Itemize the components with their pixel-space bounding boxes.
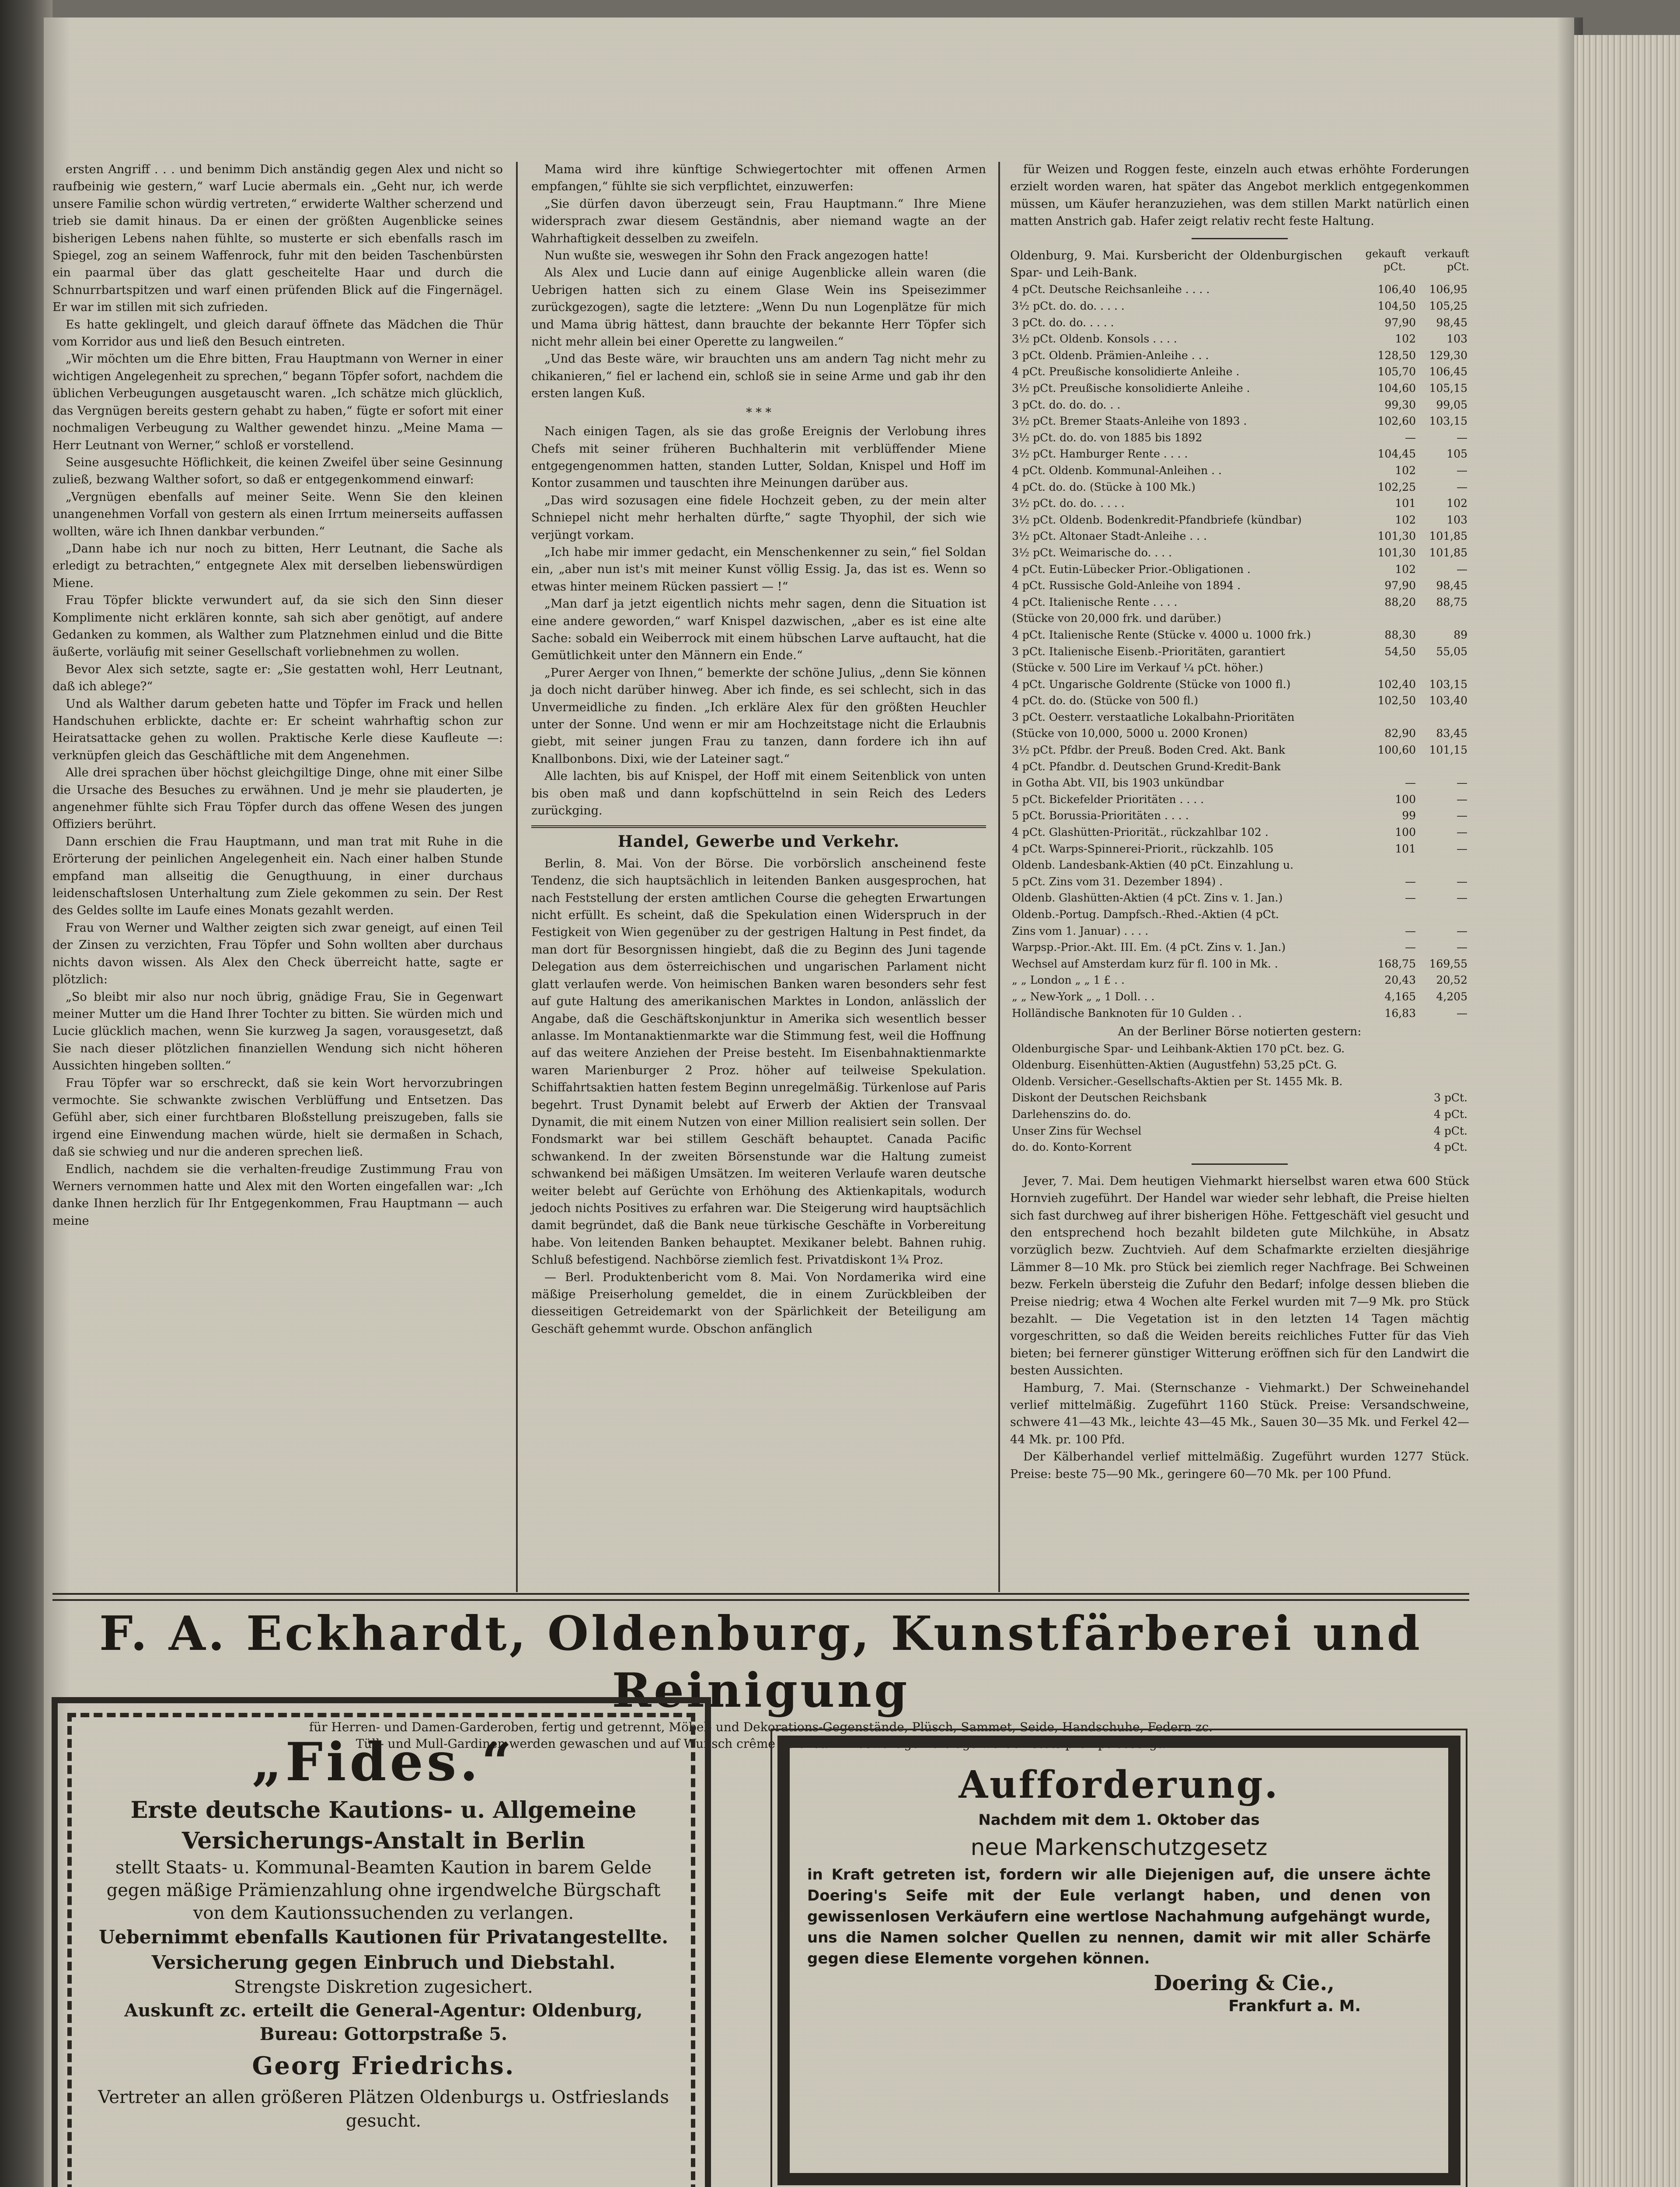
- rate-sell: 89: [1453, 628, 1467, 641]
- rate-row: [1010, 972, 1469, 989]
- market-paragraph: Hamburg, 7. Mai. (Sternschanze - Viehmarkt.) Der Schweinehandel verlief mittelmäßig. Zugeführt 1160 Stück. Preise: Versandschweine, schwere 41—43 Mk., leichte 43—45 Mk., Sauen 30—35 Mk. und Ferkel 42—44 Mk. pr. 100 Pfd.: [1010, 1381, 1469, 1446]
- novel-paragraph: Dann erschien die Frau Hauptmann, und man trat mit Ruhe in die Erörterung der peinlichen Angelegenheit ein. Nach einer halben Stunde empfand man allseitig die Genugthuung, in einer durchaus leidenschaftslosen Unterhaltung zum Ziele gekommen zu sein. Der Rest des Geldes sollte im Laufe eines Monats gezahlt werden.: [52, 835, 503, 918]
- rate-row: [1010, 692, 1469, 709]
- rate-row: [1010, 331, 1469, 347]
- column-1-novel: [52, 161, 503, 1230]
- novel-paragraph: Endlich, nachdem sie die verhalten-freudige Zustimmung Frau von Werners vernommen hatte und Alex mit den Worten eingefallen war: „Ich danke Ihnen herzlich für Ihr Entgegenkommen, Frau Hauptmann — auch meine: [52, 1162, 503, 1228]
- rate-row: [1010, 446, 1469, 462]
- berlin-title: An der Berliner Börse notierten gestern:: [1118, 1025, 1362, 1039]
- eckhardt-line-2: Tüll- und Mull-Gardinen werden gewaschen und auf Wunsch crême gefärbt. — Auswärtige Aufträge werden stets prompt besorgt.: [356, 1736, 1166, 1751]
- rate-sell: —: [1457, 480, 1467, 493]
- rate-row: [1010, 807, 1469, 824]
- rate-row: [1010, 742, 1469, 758]
- rate-row: [1010, 627, 1469, 643]
- rate-row: [1010, 462, 1469, 479]
- fides-agency: Auskunft zc. erteilt die General-Agentur: Oldenburg,: [124, 2000, 643, 2021]
- rate-row: [1010, 643, 1469, 660]
- berlin-rate: 4 pCt.: [1434, 1124, 1467, 1137]
- novel-paragraph: Frau Töpfer war so erschreckt, daß sie kein Wort hervorzubringen vermochte. Sie schwankte zwischen Verblüffung und Entsetzen. Das Gefühl aber, sich einer furchtbaren Bloßstellung preiszugeben, falls sie irgend eine Einwendung machen würde, hielt sie dermaßen in Schach, daß sie schwieg und nur die anderen sprechen ließ.: [52, 1076, 503, 1159]
- rate-row: [1010, 956, 1469, 972]
- ad-section-rule: [52, 1593, 1469, 1601]
- rate-buy: 101,30: [1377, 546, 1416, 559]
- rate-buy: —: [1405, 941, 1416, 954]
- rate-sell: [1418, 857, 1469, 873]
- rate-buy: 102,50: [1377, 694, 1416, 707]
- rate-buy: 20,43: [1384, 974, 1416, 987]
- rate-security: 4 pCt. Ungarische Goldrente (Stücke von 1000 fl.): [1012, 678, 1291, 691]
- rate-security: 3 pCt. do. do. do. . .: [1012, 398, 1121, 411]
- rate-row: [1010, 610, 1469, 627]
- rate-row: [1010, 347, 1469, 364]
- rate-row: [1010, 857, 1469, 873]
- rate-buy: 100: [1395, 826, 1416, 839]
- rate-row: [1010, 298, 1469, 314]
- rate-sell: 101,15: [1429, 744, 1467, 757]
- commerce-paragraph: — Berl. Produktenbericht vom 8. Mai. Von Nordamerika wird eine mäßige Preiserholung gemeldet, die in einem Zurückbleiben der diesseitigen Getreidemarkt von der Spärlichkeit der Beteiligung am Geschäft gehemmt wurde. Obschon anfänglich: [531, 1270, 986, 1336]
- aufforderung-title: Aufforderung.: [959, 1763, 1279, 1807]
- rate-security: Oldenb.-Portug. Dampfsch.-Rhed.-Aktien (4 pCt.: [1012, 908, 1279, 921]
- section-stars: * * *: [746, 405, 771, 419]
- rate-buy: [1366, 857, 1418, 873]
- rate-sell: 105,25: [1429, 300, 1467, 313]
- rate-security: in Gotha Abt. VII, bis 1903 unkündbar: [1012, 776, 1224, 790]
- novel-paragraph: „Ich habe mir immer gedacht, ein Menschenkenner zu sein,“ fiel Soldan ein, „aber nun ist's mit meiner Kunst völlig Essig. Ja, das ist es. Wenn so etwas hinter meinem Rücken passiert — !“: [531, 545, 986, 594]
- berlin-rate: 3 pCt.: [1434, 1091, 1467, 1104]
- commerce-paragraph: Berlin, 8. Mai. Von der Börse. Die vorbörslich anscheinend feste Tendenz, die sich hauptsächlich in leitenden Banken ausgesprochen, hat nach Feststellung der ersten amtlichen Course die gehegten Erwartungen nicht erfüllt. Es scheint, daß die Spekulation einen Widerspruch in der Festigkeit von Wien gegenüber zu der gestrigen Haltung in Pest findet, da man dort für Besorgnissen hingiebt, daß die zu Beginn des Juni tagende Delegation aus dem österreichischen und ungarischen Parlament nicht glatt verlaufen werde. Von heimischen Banken waren besonders sehr fest auf gute Haltung des amerikanischen Marktes in London, anlässlich der Angabe, daß die Geschäftskonjunktur in Amerika sich wesentlich besser anlasse. Im Montanaktienmarkte war die Stimmung fest, weil die Hoffnung auf das weitere Anziehen der Preise besteht. Im Eisenbahnaktienmarkte waren Marienburger 2 Proz. höher auf teilweise Spekulation. Schiffahrtsaktien hatten festem Beginn unregelmäßig. Türkenlose auf Paris begehrt. Trust Dynamit belebt auf Erwerb der Aktien der Transvaal Dynamit, die mit einem Nutzen von einer Million realisiert sein sollen. Der Fondsmarkt war bei stillem Geschäft behauptet. Canada Pacific schwankend. In der zweiten Börsenstunde war die Haltung zumeist schwankend bei mäßigen Umsätzen. Im weiteren Verlaufe waren deutsche weiter belebt auf Gerüchte von Erhöhung des Aktienkapitals, wodurch jedoch nichts Positives zu erfahren war. Die Steigerung wird hauptsächlich damit begründet, daß die Bank neue türkische Geschäfte in Vorbereitung habe. Von leitenden Banken behauptet. Mexikaner belebt. Bahnen ruhig. Schluß befestigend. Nachbörse ziemlich fest. Privatdiskont 1¾ Proz.: [531, 856, 986, 1267]
- rate-buy: —: [1405, 891, 1416, 905]
- rate-security: 5 pCt. Zins vom 31. Dezember 1894) .: [1012, 875, 1223, 888]
- rate-security: 3 pCt. Italienische Eisenb.-Prioritäten, garantiert: [1012, 645, 1285, 658]
- rate-sell: —: [1457, 431, 1467, 444]
- produce-report-end: für Weizen und Roggen feste, einzeln auch etwas erhöhte Forderungen erzielt worden waren, hat später das Angebot merklich entgegenkommen müssen, um Käufer heranzuziehen, was dem stillen Markt natürlich einen matten Anstrich gab. Hafer zeigt relativ recht feste Haltung.: [1010, 163, 1469, 228]
- rate-sell: —: [1457, 464, 1467, 477]
- rate-security: 3½ pCt. do. do. . . . .: [1012, 497, 1125, 510]
- rates-head-buy: gekauft pCt.: [1365, 247, 1406, 273]
- rate-buy: 102: [1395, 464, 1416, 477]
- rate-buy: —: [1405, 875, 1416, 888]
- rate-buy: 101: [1395, 842, 1416, 855]
- rate-buy: 54,50: [1384, 645, 1416, 658]
- rate-sell: 20,52: [1436, 974, 1467, 987]
- rate-buy: 105,70: [1377, 365, 1416, 378]
- rate-row: [1010, 479, 1469, 496]
- rate-row: [1010, 594, 1469, 611]
- rate-buy: 101: [1395, 497, 1416, 510]
- berlin-item: Unser Zins für Wechsel: [1012, 1124, 1142, 1137]
- rate-security: 3½ pCt. Preußische konsolidierte Anleihe .: [1012, 382, 1250, 395]
- rate-security: Holländische Banknoten für 10 Gulden . .: [1012, 1006, 1242, 1020]
- novel-paragraph: Frau von Werner und Walther zeigten sich zwar geneigt, auf einen Teil der Zinsen zu verzichten, Frau Töpfer und Sohn wollten aber durchaus nichts davon wissen. Als Alex den Check überreicht hatte, sagte er plötzlich:: [52, 921, 503, 987]
- rate-buy: 97,90: [1384, 579, 1416, 592]
- rate-security: 4 pCt. Pfandbr. d. Deutschen Grund-Kredit-Bank: [1012, 760, 1281, 773]
- berlin-rate: [1418, 1041, 1469, 1057]
- rate-sell: —: [1457, 562, 1467, 576]
- fides-bureau: Bureau: Gottorpstraße 5.: [259, 2024, 508, 2044]
- rate-sell: —: [1457, 941, 1467, 954]
- rate-buy: 102: [1395, 562, 1416, 576]
- novel-paragraph: Bevor Alex sich setzte, sagte er: „Sie gestatten wohl, Herr Leutnant, daß ich ablege?“: [52, 662, 503, 694]
- rate-security: Warpsp.-Prior.-Akt. III. Em. (4 pCt. Zins v. 1. Jan.): [1012, 941, 1286, 954]
- novel-paragraph: Alle lachten, bis auf Knispel, der Hoff mit einem Seitenblick von unten bis oben maß und dann kopfschüttelnd in sein Reich des Leders zurückging.: [531, 769, 986, 818]
- rate-sell: 55,05: [1436, 645, 1467, 658]
- aufforderung-line-1: Nachdem mit dem 1. Oktober das: [978, 1811, 1260, 1829]
- rate-security: 3½ pCt. Weimarische do. . . .: [1012, 546, 1172, 559]
- fides-private: Uebernimmt ebenfalls Kautionen für Privatangestellte.: [98, 1926, 669, 1948]
- rate-security: 3 pCt. Oesterr. verstaatliche Lokalbahn-Prioritäten: [1012, 710, 1295, 723]
- berlin-row: [1010, 1073, 1469, 1090]
- rate-row: [1010, 890, 1469, 906]
- rate-sell: 106,45: [1429, 365, 1467, 378]
- rate-buy: 99,30: [1384, 398, 1416, 411]
- rate-sell: 102: [1446, 497, 1467, 510]
- berlin-row: [1010, 1106, 1469, 1123]
- rate-security: 4 pCt. Eutin-Lübecker Prior.-Obligationen .: [1012, 562, 1251, 576]
- rate-security: 3½ pCt. Altonaer Stadt-Anleihe . . .: [1012, 530, 1207, 543]
- rate-sell: 103: [1446, 513, 1467, 526]
- novel-paragraph: ersten Angriff . . . und benimm Dich anständig gegen Alex und nicht so raufbeinig wie gestern,“ warf Lucie abermals ein. „Geht nur, ich werde unsere Familie schon würdig vertreten,“ erwiderte Walther scherzend und trieb sie damit hinaus. Da er einen der größten Augenblicke seines bisherigen Lebens nahen fühlte, so musterte er sich ebenfalls rasch im Spiegel, zog an seinem Waffenrock, fuhr mit den beiden Taschenbürsten ein paarmal über das glatt gescheitelte Haar und durch die Schnurrbartspitzen und warf einen prüfenden Blick auf die Fingernägel. Er war im stillen mit sich zufrieden.: [52, 163, 503, 314]
- rate-security: „ „ New-York „ „ 1 Doll. . .: [1012, 990, 1155, 1003]
- berlin-item: Oldenb. Versicher.-Gesellschafts-Aktien per St. 1455 Mk. B.: [1012, 1075, 1343, 1088]
- rate-row: [1010, 577, 1469, 594]
- rate-security: Oldenb. Glashütten-Aktien (4 pCt. Zins v. 1. Jan.): [1012, 891, 1283, 905]
- rate-row: [1010, 873, 1469, 890]
- aufforderung-advertisement: [770, 1729, 1467, 2187]
- rate-sell: 4,205: [1436, 990, 1467, 1003]
- rate-sell: 101,85: [1429, 530, 1467, 543]
- berlin-row: [1010, 1139, 1469, 1156]
- fides-title: „Fides.“: [251, 1731, 516, 1793]
- rate-row: [1010, 1005, 1469, 1022]
- rate-security: 4 pCt. do. do. (Stücke à 100 Mk.): [1012, 480, 1196, 493]
- novel-continuation-b: [531, 423, 986, 819]
- page-stack-edge: [1574, 35, 1680, 2187]
- rate-buy: 102: [1395, 513, 1416, 526]
- berlin-table: [1010, 1041, 1469, 1156]
- berlin-row: [1010, 1123, 1469, 1139]
- fides-footer: Vertreter an allen größeren Plätzen Oldenburgs u. Ostfrieslands gesucht.: [98, 2087, 669, 2131]
- rate-security: (Stücke von 20,000 frk. und darüber.): [1012, 612, 1221, 625]
- rate-security: 3½ pCt. do. do. von 1885 bis 1892: [1012, 431, 1202, 444]
- berlin-row: [1010, 1041, 1469, 1057]
- rate-row: [1010, 939, 1469, 956]
- rate-buy: 104,60: [1377, 382, 1416, 395]
- rate-sell: 169,55: [1429, 957, 1467, 970]
- rates-head-sell: verkauft pCt.: [1424, 247, 1469, 273]
- fides-discretion: Strengste Diskretion zugesichert.: [234, 1977, 533, 1997]
- rate-security: 4 pCt. Russische Gold-Anleihe von 1894 .: [1012, 579, 1241, 592]
- rate-buy: 82,90: [1384, 727, 1416, 740]
- rate-sell: —: [1457, 875, 1467, 888]
- rate-buy: [1366, 906, 1418, 923]
- rate-security: 4 pCt. Deutsche Reichsanleihe . . . .: [1012, 283, 1210, 296]
- rate-buy: [1366, 610, 1418, 627]
- rate-buy: 128,50: [1377, 349, 1416, 362]
- rate-security: 4 pCt. do. do. (Stücke von 500 fl.): [1012, 694, 1199, 707]
- aufforderung-body: in Kraft getreten ist, fordern wir alle Diejenigen auf, die unsere ächte Doering's Seife mit der Eule verlangt haben, und denen von gewissenlosen Verkäufern eine wertlose Nachahmung aufgehängt wurde, uns die Namen solcher Quellen zu nennen, damit wir mit aller Schärfe gegen diese Elemente vorgehen können.: [807, 1866, 1431, 1967]
- short-rule: [1192, 238, 1288, 239]
- rate-row: [1010, 430, 1469, 446]
- rate-row: [1010, 397, 1469, 413]
- rate-sell: [1418, 758, 1469, 775]
- fides-agent-name: Georg Friedrichs.: [252, 2051, 515, 2080]
- rate-security: 3 pCt. do. do. . . . .: [1012, 316, 1114, 329]
- rate-buy: 100: [1395, 793, 1416, 806]
- rate-buy: 102,25: [1377, 480, 1416, 493]
- rate-row: [1010, 545, 1469, 561]
- rate-sell: —: [1457, 776, 1467, 790]
- novel-paragraph: Es hatte geklingelt, und gleich darauf öffnete das Mädchen die Thür vom Korridor aus und ließ den Besuch eintreten.: [52, 318, 503, 349]
- column-2-novel-and-commerce: [531, 161, 986, 1338]
- rate-sell: 129,30: [1429, 349, 1467, 362]
- column-rule: [516, 162, 518, 1592]
- rate-security: 3 pCt. Oldenb. Prämien-Anleihe . . .: [1012, 349, 1209, 362]
- berlin-item: Diskont der Deutschen Reichsbank: [1012, 1091, 1207, 1104]
- rate-security: 5 pCt. Bickefelder Prioritäten . . . .: [1012, 793, 1204, 806]
- rate-security: 3½ pCt. Oldenb. Bodenkredit-Pfandbriefe (kündbar): [1012, 513, 1302, 526]
- rate-security: 4 pCt. Oldenb. Kommunal-Anleihen . .: [1012, 464, 1222, 477]
- rate-sell: —: [1457, 826, 1467, 839]
- rate-sell: 98,45: [1436, 316, 1467, 329]
- rate-row: [1010, 660, 1469, 676]
- rate-buy: 104,45: [1377, 447, 1416, 461]
- rate-sell: —: [1457, 842, 1467, 855]
- rates-heading: [1010, 247, 1469, 282]
- rate-sell: 101,85: [1429, 546, 1467, 559]
- rate-sell: [1418, 906, 1469, 923]
- rate-buy: —: [1405, 776, 1416, 790]
- commerce-heading: Handel, Gewerbe und Verkehr.: [531, 825, 986, 850]
- rate-buy: [1366, 709, 1418, 726]
- rate-sell: 98,45: [1436, 579, 1467, 592]
- novel-paragraph: „Wir möchten um die Ehre bitten, Frau Hauptmann von Werner in einer wichtigen Angelegenheit zu sprechen,“ begann Töpfer sofort, nachdem die üblichen Verbeugungen ausgetauscht waren. „Ich schätze mich glücklich, das Vergnügen bereits gestern gehabt zu haben,“ fügte er sofort mit einer nochmaligen Verbeugung zu Walther gewendet hinzu. „Meine Mama — Herr Leutnant von Werner,“ schloß er vorstellend.: [52, 352, 503, 452]
- novel-paragraph: „Sie dürfen davon überzeugt sein, Frau Hauptmann.“ Ihre Miene widersprach zwar diesem Geständnis, aber niemand wagte an der Wahrhaftigkeit desselben zu zweifeln.: [531, 197, 986, 245]
- rate-sell: 106,95: [1429, 283, 1467, 296]
- berlin-rate: [1418, 1057, 1469, 1073]
- rate-row: [1010, 906, 1469, 923]
- aufforderung-place: Frankfurt a. M.: [1228, 1997, 1361, 2015]
- novel-paragraph: Alle drei sprachen über höchst gleichgiltige Dinge, ohne mit einer Silbe die Ursache des Besuches zu erwähnen. Und je mehr sie plauderten, je angenehmer fühlte sich Frau Töpfer durch das offene Wesen des jungen Offiziers berührt.: [52, 766, 503, 831]
- rate-buy: 101,30: [1377, 530, 1416, 543]
- rate-security: 3½ pCt. do. do. . . . .: [1012, 300, 1125, 313]
- rate-sell: [1418, 610, 1469, 627]
- rate-row: [1010, 758, 1469, 775]
- novel-paragraph: Mama wird ihre künftige Schwiegertochter mit offenen Armen empfangen,“ fühlte sie sich verpflichtet, einzuwerfen:: [531, 163, 986, 194]
- berlin-rate: 4 pCt.: [1434, 1107, 1467, 1121]
- novel-paragraph: Frau Töpfer blickte verwundert auf, da sie sich den Sinn dieser Komplimente nicht erklären konnte, sah sich aber genötigt, auf andere Gedanken zu kommen, als Walther zum Platznehmen einlud und die Bitte äußerte, vorläufig mit seiner Gesellschaft vorliebnehmen zu wollen.: [52, 594, 503, 659]
- rate-row: [1010, 775, 1469, 791]
- eckhardt-line-1: für Herren- und Damen-Garderoben, fertig und getrennt, Möbel- und Dekorations-Gegenstände, Plüsch, Sammet, Seide, Handschuhe, Federn zc.: [309, 1720, 1213, 1734]
- fides-company: Erste deutsche Kautions- u. Allgemeine Versicherungs-Anstalt in Berlin: [130, 1797, 637, 1854]
- rate-sell: —: [1457, 1006, 1467, 1020]
- rate-sell: 105: [1446, 447, 1467, 461]
- rate-row: [1010, 989, 1469, 1005]
- berlin-rate: 4 pCt.: [1434, 1141, 1467, 1154]
- rate-row: [1010, 725, 1469, 742]
- rate-security: (Stücke v. 500 Lire im Verkauf ¼ pCt. höher.): [1012, 661, 1263, 674]
- rate-buy: 102: [1395, 332, 1416, 346]
- rate-row: [1010, 676, 1469, 693]
- column-rule: [998, 162, 1000, 1592]
- fides-burglary: Versicherung gegen Einbruch und Diebstahl.: [151, 1952, 616, 1973]
- berlin-item: Oldenburgische Spar- und Leihbank-Aktien 170 pCt. bez. G.: [1012, 1042, 1345, 1055]
- novel-paragraph: Seine ausgesuchte Höflichkeit, die keinen Zweifel über seine Gesinnung zuließ, bezwang Walther sofort, so daß er entgegenkommend einwarf:: [52, 455, 503, 487]
- aufforderung-line-2: neue Markenschutzgesetz: [970, 1834, 1268, 1861]
- rate-buy: 4,165: [1384, 990, 1416, 1003]
- rates-heading-left: Oldenburg, 9. Mai. Kursbericht der Oldenburgischen Spar- und Leih-Bank.: [1010, 248, 1342, 280]
- rate-buy: 100,60: [1377, 744, 1416, 757]
- rate-row: [1010, 528, 1469, 545]
- rate-buy: 168,75: [1377, 957, 1416, 970]
- rate-buy: 102,60: [1377, 415, 1416, 428]
- rate-security: 4 pCt. Preußische konsolidierte Anleihe .: [1012, 365, 1240, 378]
- berlin-rate: [1418, 1073, 1469, 1090]
- novel-paragraph: Als Alex und Lucie dann auf einige Augenblicke allein waren (die Uebrigen hatten sich zu einem Glase Wein ins Speisezimmer zurückgezogen), sagte die letztere: „Wenn Du nun Logenplätze für mich und Mama übrig hättest, dann brauchte der bekannte Herr Töpfer sich nicht mehr allein bei einer Operette zu langweilen.“: [531, 266, 986, 349]
- rate-sell: [1418, 660, 1469, 676]
- rate-sell: 88,75: [1436, 595, 1467, 608]
- fides-advertisement: [52, 1697, 711, 2187]
- rate-security: 4 pCt. Italienische Rente (Stücke v. 4000 u. 1000 frk.): [1012, 628, 1311, 641]
- berlin-row: [1010, 1090, 1469, 1106]
- rates-table: [1010, 281, 1469, 1021]
- novel-paragraph: „So bleibt mir also nur noch übrig, gnädige Frau, Sie in Gegenwart meiner Mutter um die Hand Ihrer Tochter zu bitten. Sie würden mich und Lucie glücklich machen, wenn Sie kurzweg Ja sagen, vorausgesetzt, daß Sie nach dieser plötzlichen finanziellen Wendung sich nicht höheren Aussichten hingeben sollten.“: [52, 990, 503, 1073]
- rate-buy: 16,83: [1384, 1006, 1416, 1020]
- rate-buy: 106,40: [1377, 283, 1416, 296]
- market-paragraph: Jever, 7. Mai. Dem heutigen Viehmarkt hierselbst waren etwa 600 Stück Hornvieh zugeführt. Der Handel war wieder sehr lebhaft, die Preise hielten sich fast durchweg auf ihrer bisherigen Höhe. Fettgeschäft viel gesucht und den entsprechend hoch bezahlt bildeten gute Milchkühe, in Absatz vorzüglich bezw. Zuchtvieh. Auf dem Schafmarkte erzielten diesjährige Lämmer 8—10 Mk. pro Stück bei ziemlich reger Nachfrage. Bei Schweinen bezw. Ferkeln übersteig die Zufuhr den Bedarf; infolge dessen blieben die Preise niedrig; etwa 4 Wochen alte Ferkel wurden mit 7—9 Mk. pro Stück bezahlt. — Die Vegetation ist in den letzten 14 Tagen mächtig vorgeschritten, so daß die Weiden bereits reichliches Futter für das Vieh bieten; bei fernerer günstiger Witterung eröffnen sich für den Landwirt die besten Aussichten.: [1010, 1174, 1469, 1378]
- berlin-row: [1010, 1057, 1469, 1073]
- rate-sell: —: [1457, 793, 1467, 806]
- novel-paragraph: „Vergnügen ebenfalls auf meiner Seite. Wenn Sie den kleinen unangenehmen Vorfall von gestern als einen Irrtum meinerseits auffassen wollten, wäre ich Ihnen dankbar verbunden.“: [52, 490, 503, 538]
- rate-buy: 88,30: [1384, 628, 1416, 641]
- rate-sell: 103,15: [1429, 415, 1467, 428]
- rate-sell: 99,05: [1436, 398, 1467, 411]
- rate-sell: 83,45: [1436, 727, 1467, 740]
- novel-continuation: [531, 161, 986, 402]
- rate-security: 3½ pCt. Pfdbr. der Preuß. Boden Cred. Akt. Bank: [1012, 744, 1285, 757]
- novel-paragraph: „Das wird sozusagen eine fidele Hochzeit geben, zu der mein alter Schniepel nicht mehr herhalten dürfte,“ sagte Thyophil, der sich wie verjüngt vorkam.: [531, 493, 986, 542]
- rate-sell: 105,15: [1429, 382, 1467, 395]
- novel-paragraph: „Purer Aerger von Ihnen,“ bemerkte der schöne Julius, „denn Sie können ja doch nicht darüber hinweg. Aber ich finde, es sei schlecht, sich in das Unvermeidliche zu finden. „Ich erkläre Alex für den größten Heuchler unter der Sonne. Und wenn er mir am Hochzeitstage nicht die Erlaubnis giebt, mit seiner jungen Frau zu tanzen, dann fordere ich ihn auf Knallbonbons. Dixi, wie der Lateiner sagt.“: [531, 666, 986, 766]
- rate-security: 5 pCt. Borussia-Prioritäten . . . .: [1012, 809, 1189, 822]
- novel-paragraph: „Man darf ja jetzt eigentlich nichts mehr sagen, denn die Situation ist eine andere geworden,“ warf Knispel dazwischen, „aber es ist eine alte Sache: sobald ein Weiberrock mit einem hübschen Larve auftaucht, hat die Gemütlichkeit unter den Männern ein Ende.“: [531, 597, 986, 663]
- short-rule: [1192, 1163, 1288, 1165]
- rate-sell: —: [1457, 924, 1467, 937]
- rate-security: Zins vom 1. Januar) . . . .: [1012, 924, 1149, 937]
- rate-security: 4 pCt. Glashütten-Priorität., rückzahlbar 102 .: [1012, 826, 1269, 839]
- novel-paragraph: Nun wußte sie, weswegen ihr Sohn den Frack angezogen hatte!: [544, 249, 929, 263]
- rate-sell: 103,40: [1429, 694, 1467, 707]
- rate-security: Wechsel auf Amsterdam kurz für fl. 100 in Mk. .: [1012, 957, 1278, 970]
- rate-row: [1010, 512, 1469, 528]
- rate-row: [1010, 841, 1469, 857]
- rate-security: 3½ pCt. Oldenb. Konsols . . . .: [1012, 332, 1177, 346]
- rate-buy: —: [1405, 924, 1416, 937]
- rate-row: [1010, 709, 1469, 726]
- livestock-reports: [1010, 1173, 1469, 1483]
- aufforderung-signature: Doering & Cie.,: [1154, 1971, 1335, 1995]
- novel-paragraph: Und als Walther darum gebeten hatte und Töpfer im Frack und hellen Handschuhen erblickte, dachte er: Er scheint wahrhaftig schon zur Heiratsattacke gehen zu wollen. Praktische Kerle diese Kaufleute —: verknüpfen gleich das Geschäftliche mit dem Angenehmen.: [52, 697, 503, 762]
- novel-paragraph: Nach einigen Tagen, als sie das große Ereignis der Verlobung ihres Chefs mit seiner früheren Buchhalterin mit verblüffender Miene entgegengenommen hatten, standen Lutter, Soldan, Knispel und Hoff im Kontor zusammen und tauschten ihre Meinungen darüber aus.: [531, 425, 986, 490]
- commerce-report: [531, 855, 986, 1338]
- rate-row: [1010, 413, 1469, 430]
- rate-row: [1010, 824, 1469, 841]
- rate-security: 4 pCt. Warps-Spinnerei-Priorit., rückzahlb. 105: [1012, 842, 1274, 855]
- rate-sell: —: [1457, 809, 1467, 822]
- rate-buy: 99: [1402, 809, 1416, 822]
- rate-buy: 88,20: [1384, 595, 1416, 608]
- rate-sell: 103: [1446, 332, 1467, 346]
- rate-security: Oldenb. Landesbank-Aktien (40 pCt. Einzahlung u.: [1012, 859, 1294, 872]
- rate-row: [1010, 281, 1469, 298]
- rate-security: 3½ pCt. Bremer Staats-Anleihe von 1893 .: [1012, 415, 1247, 428]
- rate-sell: [1418, 709, 1469, 726]
- rate-sell: 103,15: [1429, 678, 1467, 691]
- berlin-item: Darlehenszins do. do.: [1012, 1107, 1131, 1121]
- market-paragraph: Der Kälberhandel verlief mittelmäßig. Zugeführt wurden 1277 Stück. Preise: beste 75—90 Mk., geringere 60—70 Mk. per 100 Pfund.: [1010, 1450, 1469, 1481]
- rate-security: 3½ pCt. Hamburger Rente . . . .: [1012, 447, 1188, 461]
- novel-paragraph: „Dann habe ich nur noch zu bitten, Herr Leutnant, die Sache als erledigt zu betrachten,“ entgegnete Alex mit derselben liebenswürdigen Miene.: [52, 542, 503, 590]
- rate-row: [1010, 363, 1469, 380]
- rate-security: „ „ London „ „ 1 £ . .: [1012, 974, 1125, 987]
- rate-row: [1010, 314, 1469, 331]
- fides-offer: stellt Staats- u. Kommunal-Beamten Kaution in barem Gelde gegen mäßige Prämienzahlung ohne irgendwelche Bürgschaft von dem Kautionssuchenden zu verlangen.: [106, 1858, 661, 1923]
- rate-row: [1010, 923, 1469, 940]
- berlin-item: do. do. Konto-Korrent: [1012, 1141, 1132, 1154]
- rate-buy: 102,40: [1377, 678, 1416, 691]
- rate-row: [1010, 791, 1469, 808]
- rate-sell: —: [1457, 891, 1467, 905]
- rate-buy: 104,50: [1377, 300, 1416, 313]
- rate-row: [1010, 380, 1469, 397]
- berlin-item: Oldenburg. Eisenhütten-Aktien (Augustfehn) 53,25 pCt. G.: [1012, 1059, 1337, 1072]
- rate-row: [1010, 561, 1469, 578]
- rate-security: 4 pCt. Italienische Rente . . . .: [1012, 595, 1178, 608]
- rate-buy: [1366, 758, 1418, 775]
- novel-paragraph: „Und das Beste wäre, wir brauchten uns am andern Tag nicht mehr zu chikanieren,“ fiel er lachend ein, schloß sie in seine Arme und gab ihr den ersten langen Kuß.: [531, 352, 986, 401]
- column-3-market-reports: [1010, 161, 1469, 1483]
- rate-buy: —: [1405, 431, 1416, 444]
- eckhardt-headline: F. A. Eckhardt, Oldenburg, Kunstfärberei und Reinigung: [99, 1606, 1422, 1718]
- rate-row: [1010, 495, 1469, 512]
- rate-buy: [1366, 660, 1418, 676]
- rate-security: (Stücke von 10,000, 5000 u. 2000 Kronen): [1012, 727, 1248, 740]
- rate-buy: 97,90: [1384, 316, 1416, 329]
